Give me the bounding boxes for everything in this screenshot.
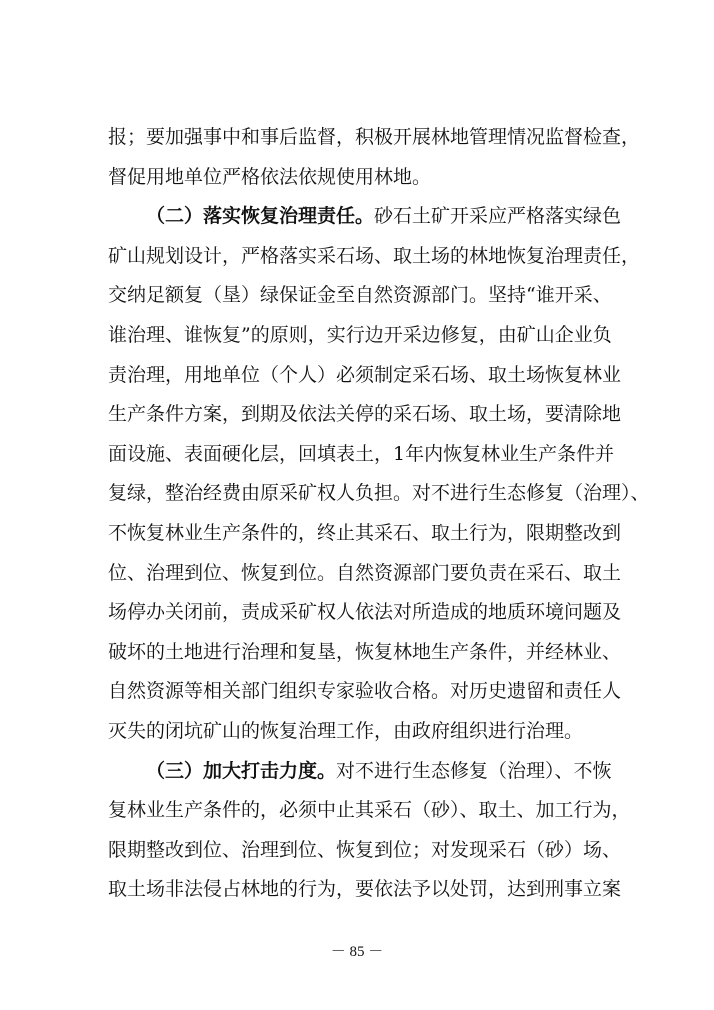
- text-line: 位、治理到位、恢复到位。自然资源部门要负责在采石、取土: [108, 561, 622, 584]
- section-heading: （二）落实恢复治理责任。: [146, 205, 375, 228]
- text-line: 砂石土矿开采应严格落实绿色: [374, 205, 622, 228]
- text-line: 限期整改到位、治理到位、恢复到位；对发现采石（砂）场、: [108, 838, 622, 861]
- text-line: 灭失的闭坑矿山的恢复治理工作，由政府组织进行治理。: [108, 719, 584, 742]
- text-line: 面设施、表面硬化层，回填表土，1年内恢复林业生产条件并: [108, 442, 615, 465]
- text-line: 破坏的土地进行治理和复垦，恢复林地生产条件，并经林业、: [108, 640, 622, 663]
- text-line: 复绿，整治经费由原采矿权人负担。对不进行生态修复（治理）、: [108, 482, 650, 505]
- text-line: 取土场非法侵占林地的行为，要依法予以处罚，达到刑事立案: [108, 878, 622, 901]
- section-paragraph-start: [108, 752, 614, 792]
- text-line: 复林业生产条件的，必须中止其采石（砂）、取土、加工行为，: [108, 799, 631, 822]
- text-line: 报；要加强事中和事后监督，积极开展林地管理情况监督检查，: [108, 126, 641, 148]
- text-line: 不恢复林业生产条件的，终止其采石、取土行为，限期整改到: [108, 521, 622, 544]
- body-text: [108, 118, 650, 910]
- section-heading: （三）加大打击力度。: [146, 759, 337, 782]
- text-line: 场停办关闭前，责成采矿权人依法对所造成的地质环境问题及: [108, 601, 622, 624]
- text-line: 责治理，用地单位（个人）必须制定采石场、取土场恢复林业: [108, 363, 622, 386]
- text-line: 督促用地单位严格依法依规使用林地。: [108, 165, 432, 188]
- page-number: － 85 －: [330, 944, 384, 960]
- text-line: 矿山规划设计，严格落实采石场、取土场的林地恢复治理责任，: [108, 244, 641, 267]
- section-paragraph-start: [108, 197, 622, 237]
- text-line: 对不进行生态修复（治理）、不恢: [336, 759, 612, 782]
- text-line: 交纳足额复（垦）绿保证金至自然资源部门。坚持“谁开采、: [108, 284, 612, 307]
- text-line: 生产条件方案，到期及依法关停的采石场、取土场，要清除地: [108, 403, 622, 426]
- text-line: 自然资源等相关部门组织专家验收合格。对历史遗留和责任人: [108, 680, 622, 703]
- text-line: 谁治理、谁恢复”的原则，实行边开采边修复，由矿山企业负: [108, 323, 612, 346]
